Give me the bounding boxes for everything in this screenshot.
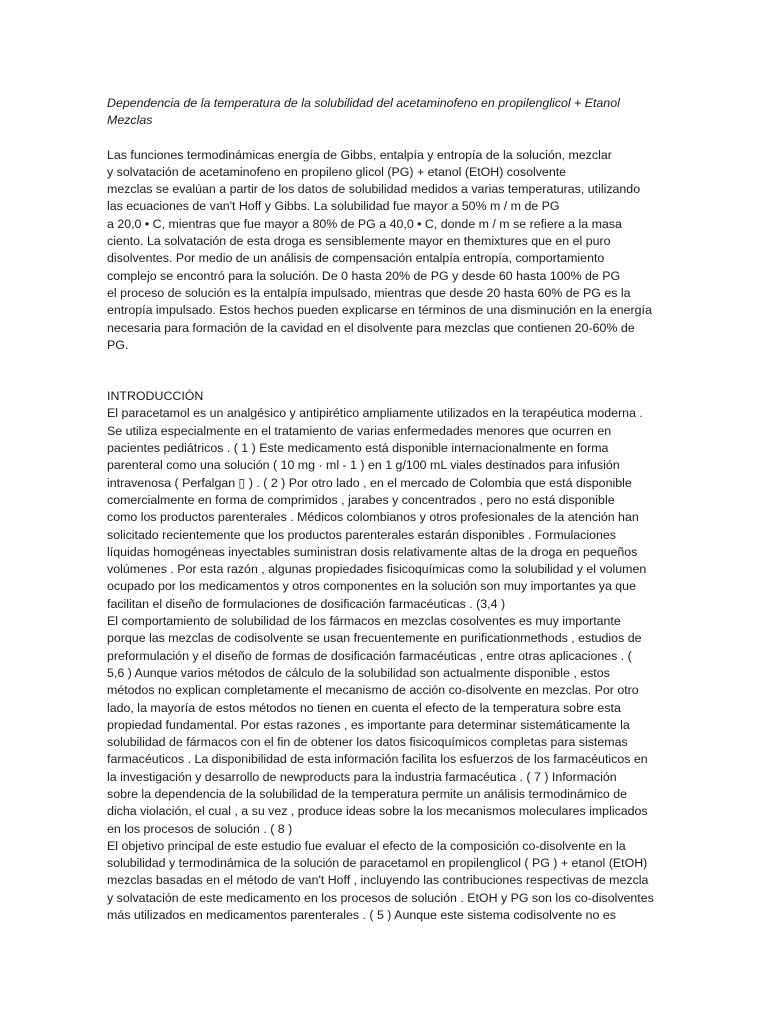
introduction-section [107, 388, 668, 924]
body-line: preformulación y el diseño de formas de dosificación farmacéuticas , entre otras aplicaciones . ( [107, 648, 632, 663]
abstract-line: el proceso de solución es la entalpía impulsado, mientras que desde 20 hasta 60% de PG es la [107, 285, 631, 300]
abstract-line: PG. [107, 337, 129, 352]
title-line: Dependencia de la temperatura de la solubilidad del acetaminofeno en propilenglicol + Etanol [107, 96, 620, 110]
body-line: comercialmente en forma de comprimidos , jarabes y concentrados , pero no está disponible [107, 492, 615, 507]
body-line: métodos no explican completamente el mecanismo de acción co-disolvente en mezclas. Por otro [107, 683, 639, 698]
body-line: El paracetamol es un analgésico y antipirético ampliamente utilizados en la terapéutica moderna . [107, 406, 643, 421]
body-line: más utilizados en medicamentos parenterales . ( 5 ) Aunque este sistema codisolvente no es [107, 908, 616, 923]
body-line: solubilidad de fármacos con el fin de obtener los datos fisicoquímicos completas para sistemas [107, 735, 628, 750]
body-line: dicha violación, el cual , a su vez , produce ideas sobre la los mecanismos moleculares implicados [107, 804, 648, 819]
body-line: como los productos parenterales . Médicos colombianos y otros profesionales de la atención han [107, 510, 639, 525]
body-line: 5,6 ) Aunque varios métodos de cálculo de la solubilidad son actualmente disponible , estos [107, 665, 610, 680]
body-line: pacientes pediátricos . ( 1 ) Este medicamento está disponible internacionalmente en forma [107, 441, 609, 456]
body-line: El objetivo principal de este estudio fue evaluar el efecto de la composición co-disolvente en la [107, 838, 626, 853]
abstract-paragraph [107, 147, 668, 355]
body-line: solicitado recientemente que los productos parenterales estarán disponibles . Formulaciones [107, 527, 616, 542]
body-line: lado, la mayoría de estos métodos no tienen en cuenta el efecto de la temperatura sobre esta [107, 700, 621, 715]
body-line: porque las mezclas de codisolvente se usan frecuentemente en purificationmethods , estudios de [107, 631, 642, 646]
body-line: facilitan el diseño de formulaciones de dosificación farmacéuticas . (3,4 ) [107, 596, 506, 611]
body-line: líquidas homogéneas inyectables suministran dosis relativamente altas de la droga en pequeños [107, 544, 638, 559]
body-line: El comportamiento de solubilidad de los fármacos en mezclas cosolventes es muy importante [107, 614, 621, 629]
body-line: propiedad fundamental. Por estas razones , es importante para determinar sistemáticamente la [107, 717, 630, 732]
body-line: solubilidad y termodinámica de la solución de paracetamol en propilenglicol ( PG ) + etanol (EtOH) [107, 856, 648, 871]
abstract-line: entropía impulsado. Estos hechos pueden explicarse en términos de una disminución en la energía [107, 303, 652, 318]
body-line: mezclas basadas en el método de van't Hoff , incluyendo las contribuciones respectivas de mezcla [107, 873, 649, 888]
abstract-line: mezclas se evalúan a partir de los datos de solubilidad medidos a varias temperaturas, utilizando [107, 182, 641, 197]
body-line: parenteral como una solución ( 10 mg · ml - 1 ) en 1 g/100 mL viales destinados para infusión [107, 458, 620, 473]
abstract-line: y solvatación de acetaminofeno en propileno glicol (PG) + etanol (EtOH) cosolvente [107, 164, 567, 179]
section-gap [107, 354, 668, 388]
abstract-line: a 20,0 • C, mientras que fue mayor a 80% de PG a 40,0 • C, donde m / m se refiere a la masa [107, 216, 622, 231]
abstract-line: disolventes. Por medio de un análisis de compensación entalpía entropía, comportamiento [107, 251, 605, 266]
body-line: ocupado por los medicamentos y otros componentes en la solución son muy importantes ya que [107, 579, 636, 594]
body-line: en los procesos de solución . ( 8 ) [107, 821, 293, 836]
title-line: Mezclas [107, 113, 153, 128]
body-line: farmacéuticos . La disponibilidad de esta información facilita los esfuerzos de los farmacéuticos en [107, 752, 648, 767]
body-line: volúmenes . Por esta razón , algunas propiedades fisicoquímicas como la solubilidad y el volumen [107, 562, 647, 577]
body-line: intravenosa ( Perfalgan ▯ ) . ( 2 ) Por otro lado , en el mercado de Colombia que está disponible [107, 475, 632, 490]
abstract-line: complejo se encontró para la solución. De 0 hasta 20% de PG y desde 60 hasta 100% de PG [107, 268, 621, 283]
document-title [107, 95, 668, 130]
body-line: la investigación y desarrollo de newproducts para la industria farmacéutica . ( 7 ) Información [107, 769, 617, 784]
abstract-line: ciento. La solvatación de esta droga es sensiblemente mayor en themixtures que en el puro [107, 234, 611, 249]
body-line: y solvatación de este medicamento en los procesos de solución . EtOH y PG son los co-disolventes [107, 890, 654, 905]
body-line: sobre la dependencia de la solubilidad de la temperatura permite un análisis termodinámico de [107, 786, 628, 801]
abstract-line: las ecuaciones de van't Hoff y Gibbs. La solubilidad fue mayor a 50% m / m de PG [107, 199, 560, 214]
section-heading: INTRODUCCIÓN [107, 389, 204, 404]
abstract-line: necesaria para formación de la cavidad en el disolvente para mezclas que contienen 20-60% de [107, 320, 635, 335]
body-line: Se utiliza especialmente en el tratamiento de varias enfermedades menores que ocurren en [107, 423, 612, 438]
abstract-line: Las funciones termodinámicas energía de Gibbs, entalpía y entropía de la solución, mezclar [107, 147, 612, 162]
